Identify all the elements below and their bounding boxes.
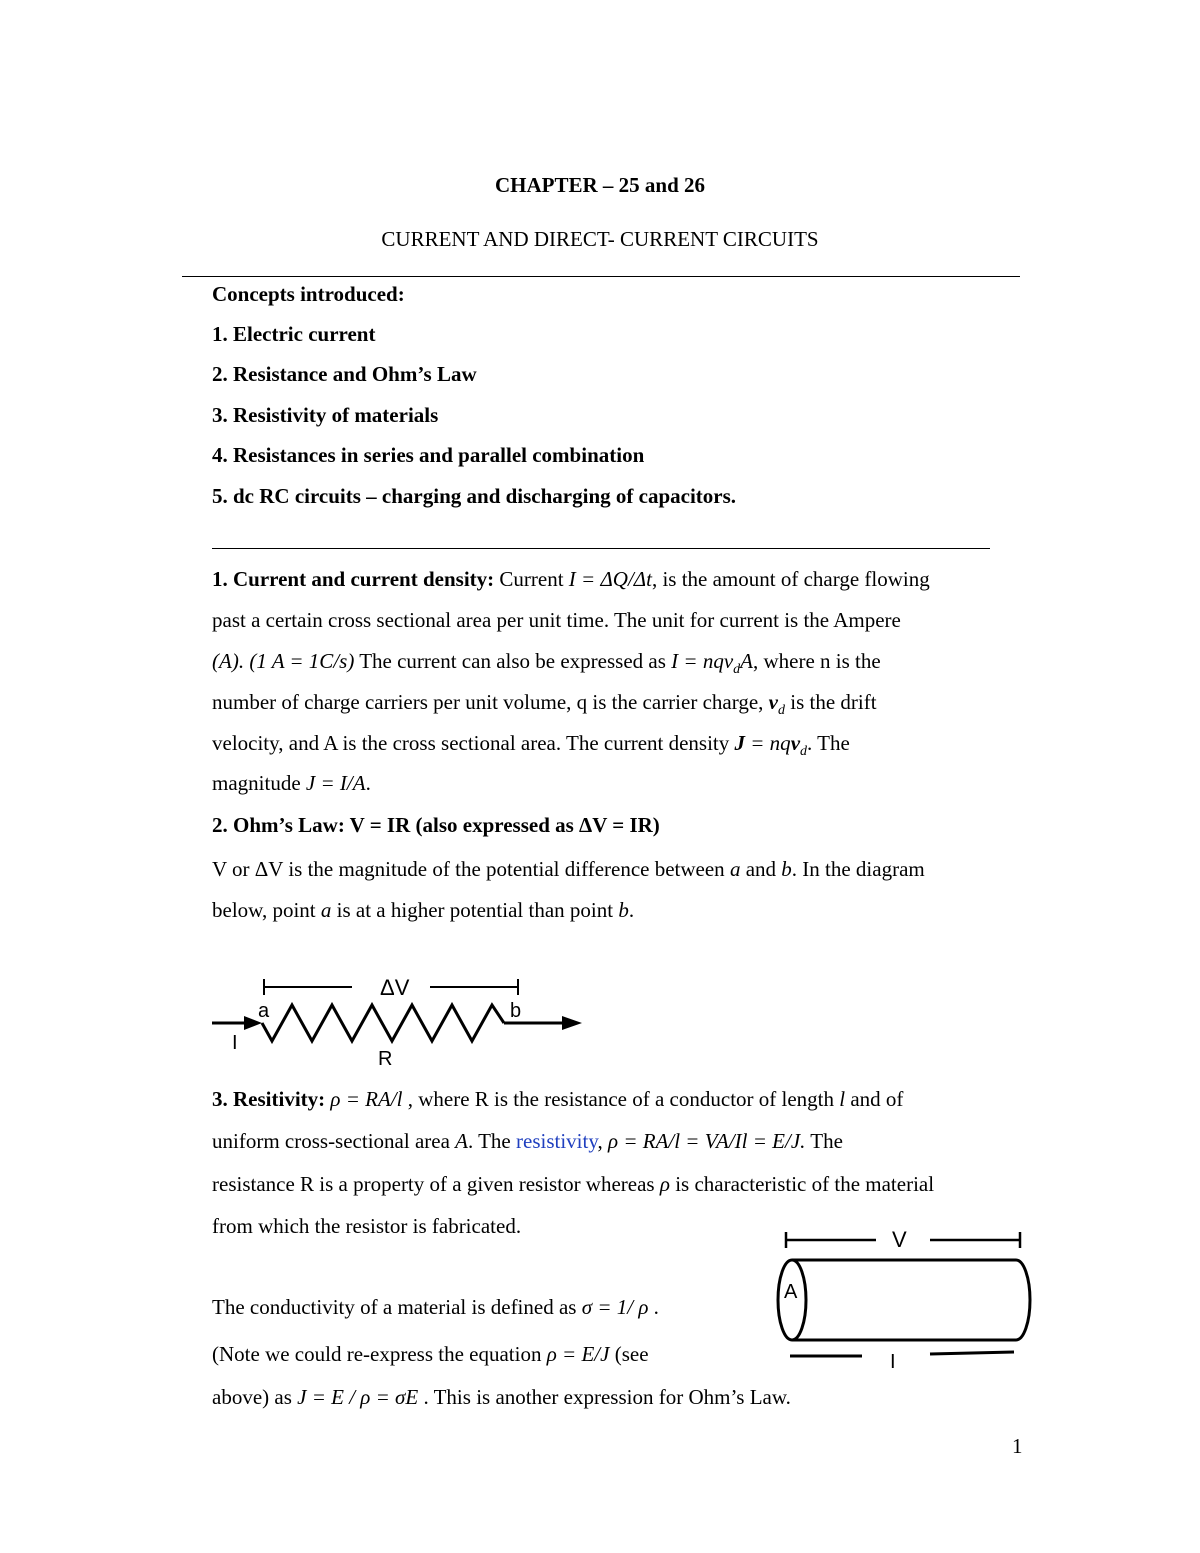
resistivity-link[interactable]: resistivity	[516, 1129, 598, 1153]
concepts-heading: Concepts introduced:	[212, 282, 405, 306]
section2-heading: 2. Ohm’s Law: V = IR (also expressed as ΔV = IR)	[212, 813, 660, 837]
section3-line2: uniform cross-sectional area A. The resistivity, ρ = RA/l = VA/Il = E/J. The	[212, 1129, 843, 1153]
header-divider	[182, 276, 1020, 277]
section3-line4: from which the resistor is fabricated.	[212, 1214, 522, 1238]
section2-line1: V or ΔV is the magnitude of the potential difference between a and b. In the diagram	[212, 857, 925, 881]
section3-line6: (Note we could re-express the equation ρ = E/J (see	[212, 1342, 649, 1366]
resistance-label: R	[378, 1048, 393, 1070]
section3-line7: above) as J = E / ρ = σE . This is another expression for Ohm’s Law.	[212, 1385, 791, 1409]
concept-item: 5. dc RC circuits – charging and discharging of capacitors.	[212, 484, 737, 508]
concept-item: 2. Resistance and Ohm’s Law	[212, 362, 477, 386]
section3-line1: 3. Resitivity: ρ = RA/l , where R is the resistance of a conductor of length l and of	[212, 1087, 904, 1111]
section3-line5: The conductivity of a material is defined as σ = 1/ ρ .	[212, 1295, 659, 1319]
cylinder-far-end	[1016, 1260, 1030, 1340]
resistor-diagram	[200, 965, 600, 1075]
point-a-label: a	[258, 1000, 270, 1022]
concept-item: 3. Resistivity of materials	[212, 403, 439, 427]
delta-v-label: ΔV	[380, 975, 410, 1000]
chapter-title: CHAPTER – 25 and 26	[494, 173, 706, 197]
current-label: I	[232, 1032, 238, 1054]
section1-line5: velocity, and A is the cross sectional area. The current density J = nqv$_d$. The	[212, 731, 850, 760]
current-i-label: I	[890, 1351, 896, 1372]
section2-line2: below, point a is at a higher potential than point b.	[212, 898, 635, 922]
section1-line6: magnitude J = I/A.	[212, 771, 371, 795]
page-number: 1	[1012, 1434, 1023, 1458]
concept-item: 4. Resistances in series and parallel combination	[212, 443, 645, 467]
section1-line2: past a certain cross sectional area per unit time. The unit for current is the Ampere	[212, 608, 901, 632]
section1-heading: 1. Current and current density:	[212, 567, 495, 591]
resistor-zigzag	[262, 1005, 504, 1041]
chapter-subtitle: CURRENT AND DIRECT- CURRENT CIRCUITS	[381, 227, 819, 251]
concepts-divider	[212, 548, 990, 549]
current-equation: I = ΔQ/Δt	[568, 567, 652, 591]
i-right-line	[930, 1352, 1014, 1354]
point-b-label: b	[510, 1000, 522, 1022]
section3-heading: 3. Resitivity:	[212, 1087, 326, 1111]
concept-item: 1. Electric current	[212, 322, 376, 346]
section1-line3: (A). (1 A = 1C/s) The current can also be expressed as I = nqv$_d$A, where n is the	[212, 649, 881, 678]
current-arrow-out	[562, 1016, 582, 1030]
section1-line1: 1. Current and current density: Current I = ΔQ/Δt, is the amount of charge flowing	[212, 567, 930, 591]
voltage-label: V	[892, 1227, 907, 1252]
area-label: A	[784, 1281, 798, 1303]
section3-line3: resistance R is a property of a given resistor whereas ρ is characteristic of the material	[212, 1172, 935, 1196]
ampere-definition: (1 A = 1C/s)	[244, 649, 355, 673]
section1-line4: number of charge carriers per unit volume, q is the carrier charge, $v_d$ is the drift	[212, 690, 877, 719]
conductor-cylinder-diagram	[770, 1222, 1040, 1372]
